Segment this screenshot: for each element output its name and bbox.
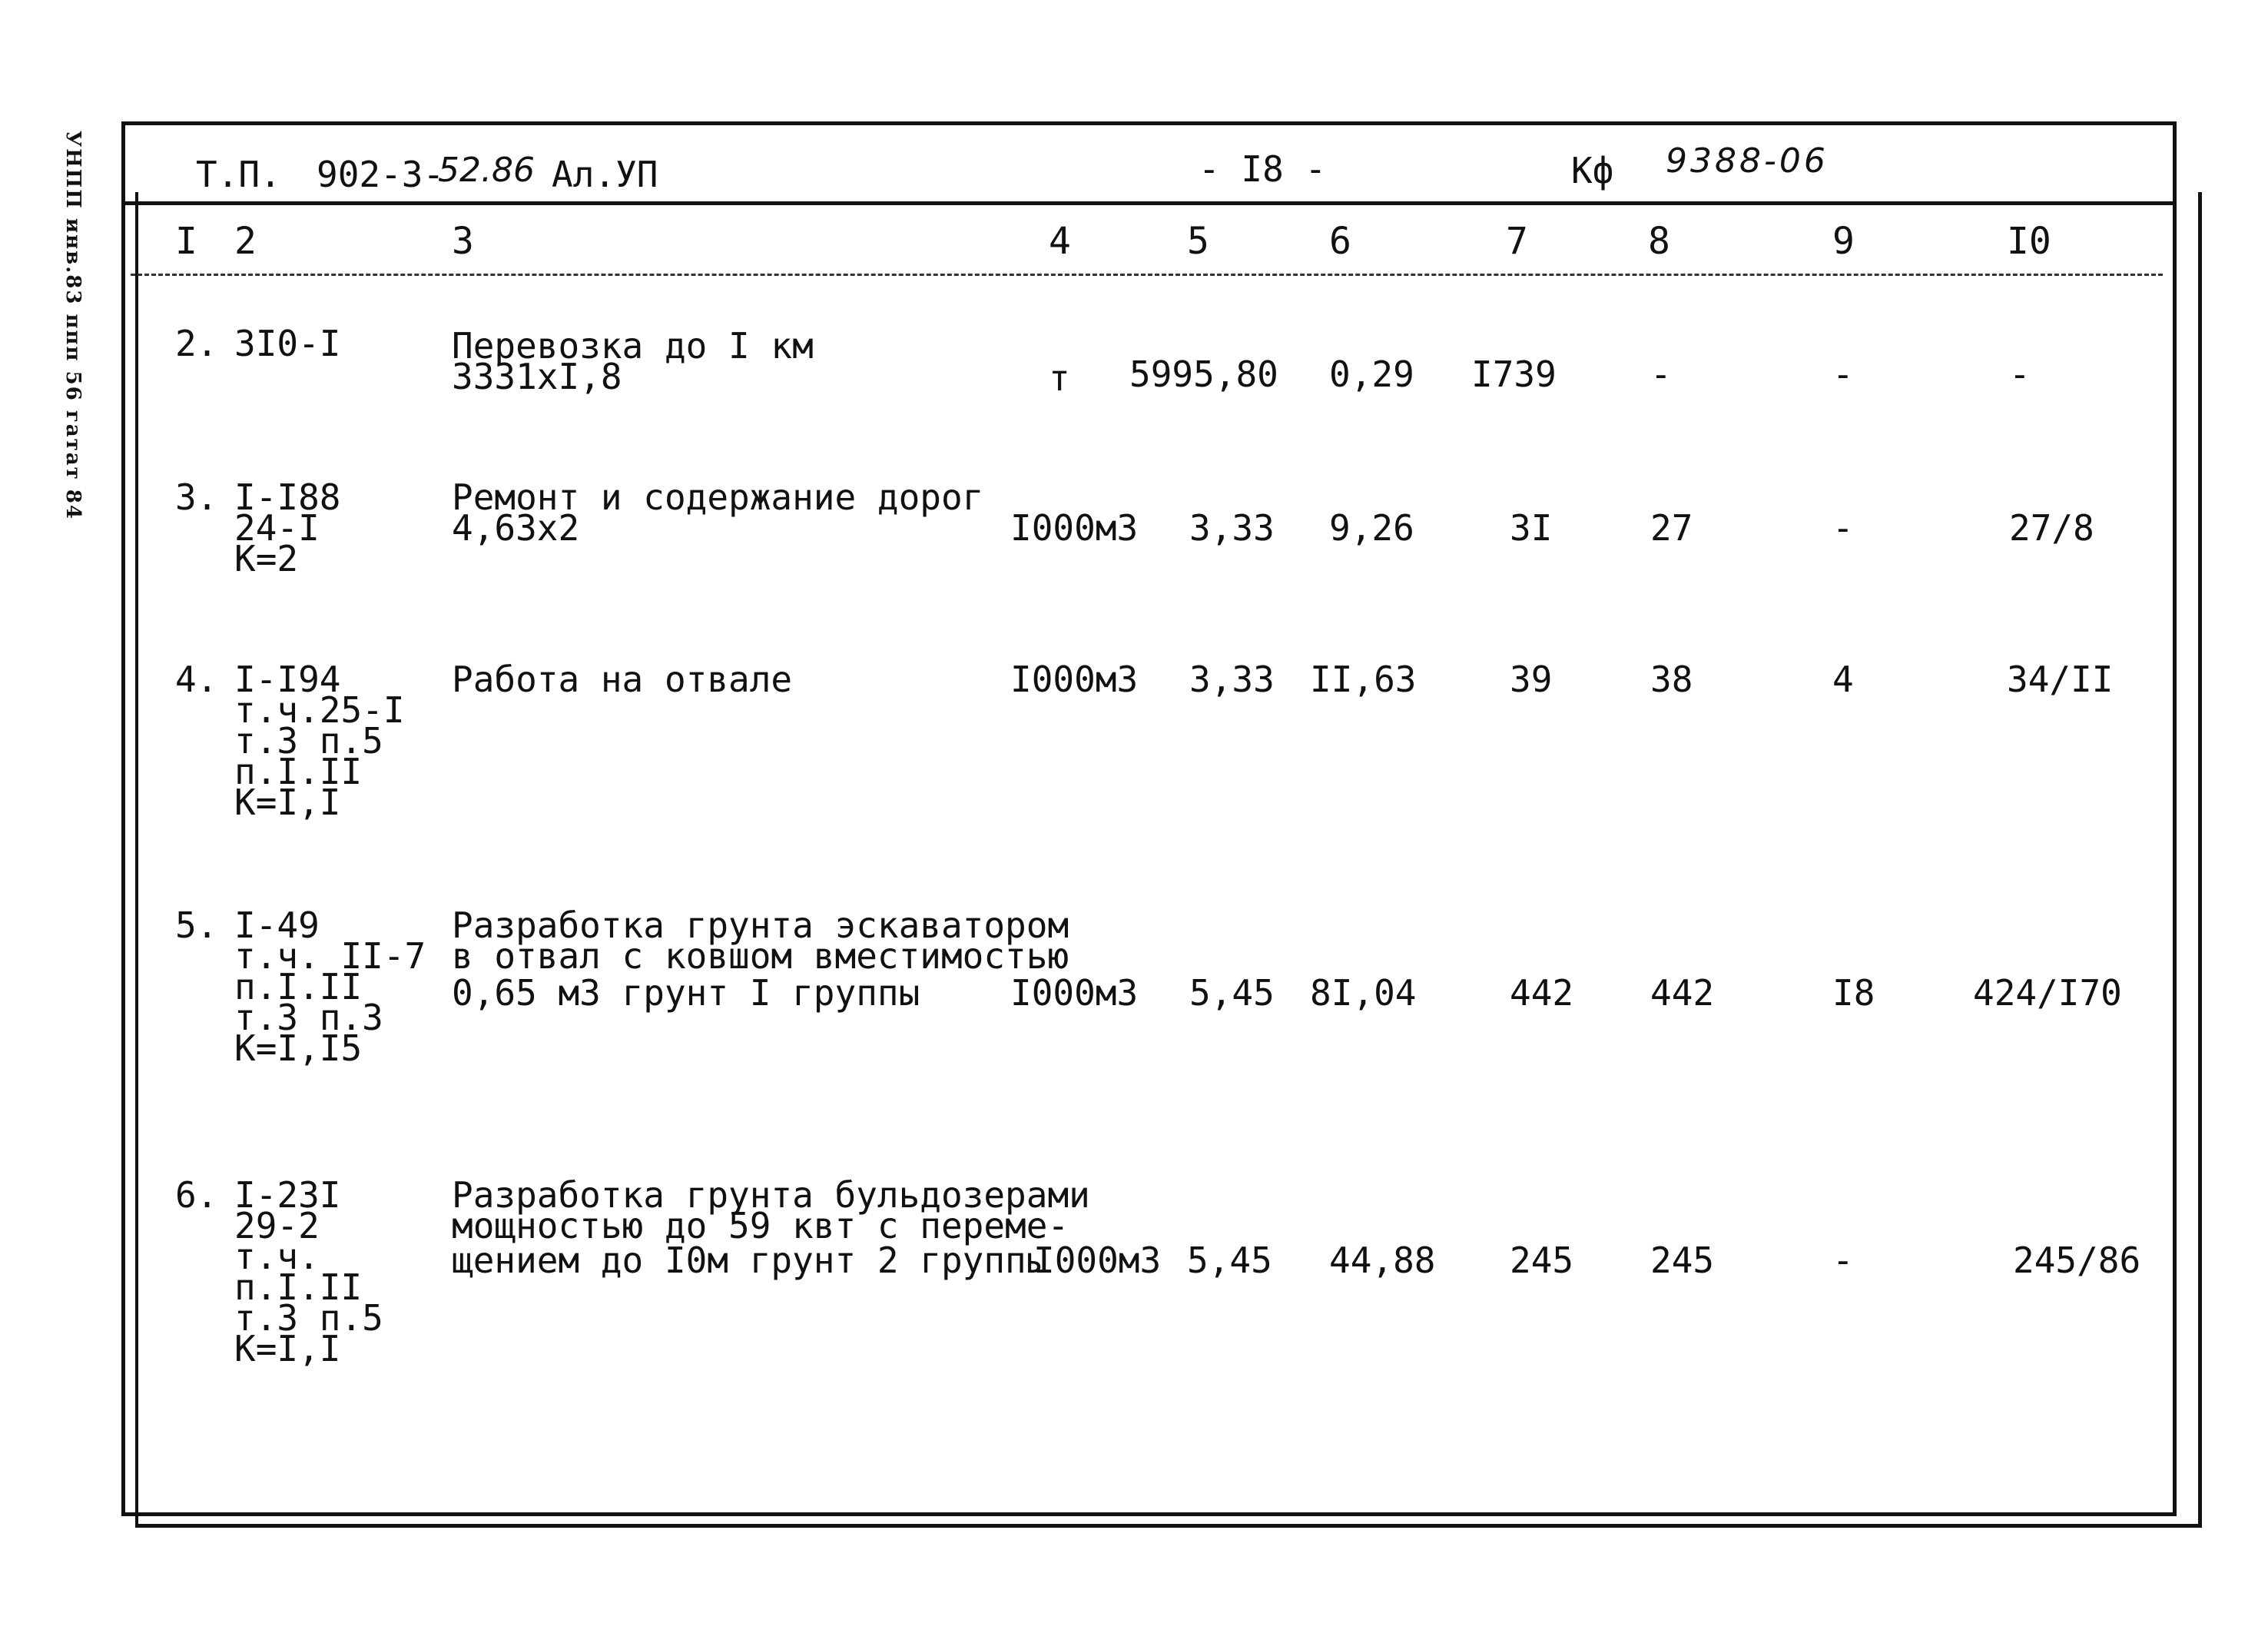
total-cost: I739: [1471, 353, 1557, 395]
col-header-4: 4: [1049, 220, 1071, 263]
norm-code-line: К=2: [234, 538, 299, 579]
col9-value: -: [1832, 507, 1854, 549]
norm-code-line: т.3 п.5: [234, 720, 383, 762]
page-number: - I8 -: [1199, 148, 1327, 190]
unit-price: II,63: [1310, 659, 1417, 700]
norm-code-line: 24-I: [234, 507, 320, 549]
unit: I000м3: [1010, 659, 1139, 700]
col-header-5: 5: [1187, 220, 1209, 263]
kf-label: Кф: [1571, 150, 1614, 191]
col10-value: 424/I70: [1973, 972, 2122, 1014]
col-header-3: 3: [452, 220, 474, 263]
quantity: 3,33: [1189, 659, 1275, 700]
row-number: 6.: [175, 1174, 218, 1216]
col10-value: 34/II: [2007, 659, 2114, 700]
norm-code-line: т.ч.: [234, 1236, 320, 1277]
kf-number: 9388-06: [1666, 141, 1829, 181]
norm-code-line: т.3 п.3: [234, 997, 383, 1038]
album-label: Ал.УП: [552, 154, 658, 195]
col-header-7: 7: [1506, 220, 1528, 263]
header-divider: [121, 201, 2177, 205]
work-description-line: 0,65 м3 грунт I группы: [452, 972, 920, 1014]
page-frame: [121, 121, 2177, 1516]
col-header-10: I0: [2007, 220, 2051, 263]
work-description-line: 3331хI,8: [452, 356, 622, 397]
unit: I000м3: [1010, 507, 1139, 549]
project-code-prefix: 902-3-: [317, 154, 445, 195]
norm-code-line: 3I0-I: [234, 323, 341, 364]
total-cost: 442: [1510, 972, 1574, 1014]
total-cost: 245: [1510, 1240, 1574, 1281]
quantity: 5995,80: [1129, 353, 1278, 395]
work-description-line: Разработка грунта эскаватором: [452, 904, 1069, 946]
quantity: 5,45: [1189, 972, 1275, 1014]
norm-code-line: т.ч. II-7: [234, 935, 426, 977]
norm-code-line: I-23I: [234, 1174, 341, 1216]
col10-value: 245/86: [2013, 1240, 2141, 1281]
row-number: 2.: [175, 323, 218, 364]
unit: I000м3: [1010, 972, 1139, 1014]
work-description-line: 4,63х2: [452, 507, 580, 549]
unit-price: 9,26: [1329, 507, 1414, 549]
side-stamp: [54, 131, 92, 530]
norm-code-line: т.3 п.5: [234, 1297, 383, 1339]
work-description-line: в отвал с ковшом вместимостью: [452, 935, 1069, 977]
work-description-line: Работа на отвале: [452, 659, 793, 700]
norm-code-line: п.I.II: [234, 966, 363, 1007]
col9-value: -: [1832, 1240, 1854, 1281]
col9-value: 4: [1832, 659, 1854, 700]
col-header-6: 6: [1329, 220, 1351, 263]
col8-value: 38: [1650, 659, 1693, 700]
norm-code-line: К=I,I5: [234, 1027, 363, 1069]
col-header-1: I: [175, 220, 197, 263]
quantity: 3,33: [1189, 507, 1275, 549]
col-header-8: 8: [1648, 220, 1670, 263]
col-header-2: 2: [234, 220, 257, 263]
norm-code-line: I-I88: [234, 476, 341, 518]
norm-code-line: 29-2: [234, 1205, 320, 1246]
col-header-9: 9: [1832, 220, 1855, 263]
norm-code-line: I-I94: [234, 659, 341, 700]
work-description-line: Разработка грунта бульдозерами: [452, 1174, 1090, 1216]
col8-value: 442: [1650, 972, 1715, 1014]
total-cost: 39: [1510, 659, 1553, 700]
work-description-line: Перевозка до I км: [452, 325, 814, 367]
side-stamp-text: УНПП инв.83 ппп 56 гатат 84: [61, 131, 85, 520]
unit: I000м3: [1033, 1240, 1162, 1281]
norm-code-line: I-49: [234, 904, 320, 946]
row-number: 4.: [175, 659, 218, 700]
col8-value: 245: [1650, 1240, 1715, 1281]
col10-value: -: [2009, 353, 2031, 395]
tp-label: Т.П.: [196, 154, 281, 195]
norm-code-line: К=I,I: [234, 1328, 341, 1369]
work-description-line: Ремонт и содержание дорог: [452, 476, 984, 518]
norm-code-line: п.I.II: [234, 1266, 363, 1308]
unit-price: 44,88: [1329, 1240, 1436, 1281]
col9-value: -: [1832, 353, 1854, 395]
col8-value: -: [1650, 353, 1672, 395]
project-code-suffix: 52.86: [438, 151, 535, 190]
unit-price: 0,29: [1329, 353, 1414, 395]
total-cost: 3I: [1510, 507, 1553, 549]
col8-value: 27: [1650, 507, 1693, 549]
norm-code-line: К=I,I: [234, 782, 341, 823]
norm-code-line: п.I.II: [234, 751, 363, 792]
work-description-line: мощностью до 59 квт с переме-: [452, 1205, 1069, 1246]
unit: т: [1049, 357, 1070, 399]
norm-code-line: т.ч.25-I: [234, 689, 405, 731]
work-description-line: щением до I0м грунт 2 группы: [452, 1240, 1048, 1281]
row-number: 5.: [175, 904, 218, 946]
quantity: 5,45: [1187, 1240, 1272, 1281]
col10-value: 27/8: [2009, 507, 2094, 549]
row-number: 3.: [175, 476, 218, 518]
col9-value: I8: [1832, 972, 1875, 1014]
column-header-divider: [131, 274, 2163, 276]
unit-price: 8I,04: [1310, 972, 1417, 1014]
